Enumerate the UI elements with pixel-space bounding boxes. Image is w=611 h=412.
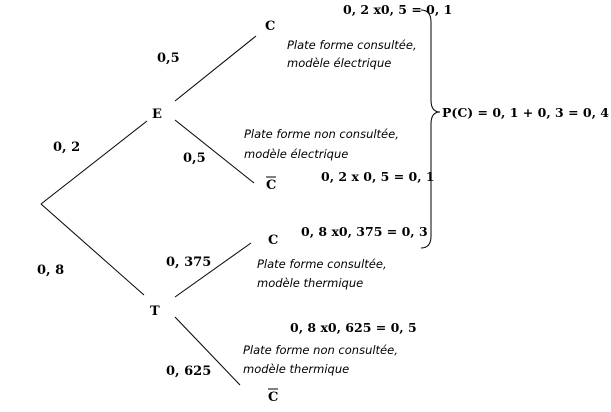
desc-t-cbar-line1: Plate forme non consultée, xyxy=(243,343,398,357)
calc-e-cbar: 0, 2 x 0, 5 = 0, 1 xyxy=(321,169,435,184)
branch-root-e xyxy=(41,121,147,204)
node-c-electric: C xyxy=(265,19,276,34)
desc-e-cbar-line2: modèle électrique xyxy=(244,147,349,161)
prob-root-e: 0, 2 xyxy=(53,140,81,155)
result-total-probability: P(C) = 0, 1 + 0, 3 = 0, 4 xyxy=(442,105,610,120)
node-c-thermal: C xyxy=(268,233,279,248)
node-cbar-electric: C xyxy=(266,178,277,193)
prob-t-cbar: 0, 625 xyxy=(166,364,212,379)
desc-t-cbar-line2: modèle thermique xyxy=(243,362,350,376)
desc-e-c-line2: modèle électrique xyxy=(287,56,392,70)
desc-e-c-line1: Plate forme consultée, xyxy=(287,38,417,52)
desc-t-c-line1: Plate forme consultée, xyxy=(257,257,387,271)
branch-e-c xyxy=(175,36,256,101)
prob-e-c: 0,5 xyxy=(157,51,180,66)
prob-e-cbar: 0,5 xyxy=(183,151,206,166)
node-e: E xyxy=(152,107,162,122)
calc-t-c: 0, 8 x0, 375 = 0, 3 xyxy=(301,224,428,239)
desc-e-cbar-line1: Plate forme non consultée, xyxy=(244,127,399,141)
calc-t-cbar: 0, 8 x0, 625 = 0, 5 xyxy=(290,320,417,335)
node-cbar-thermal: C xyxy=(268,390,279,405)
prob-t-c: 0, 375 xyxy=(166,255,212,270)
branch-root-t xyxy=(41,204,144,295)
desc-t-c-line2: modèle thermique xyxy=(257,276,364,290)
prob-root-t: 0, 8 xyxy=(37,263,65,278)
result-brace xyxy=(421,10,440,248)
node-t: T xyxy=(150,304,160,319)
calc-e-c: 0, 2 x0, 5 = 0, 1 xyxy=(343,2,453,17)
branch-t-c xyxy=(175,243,251,297)
